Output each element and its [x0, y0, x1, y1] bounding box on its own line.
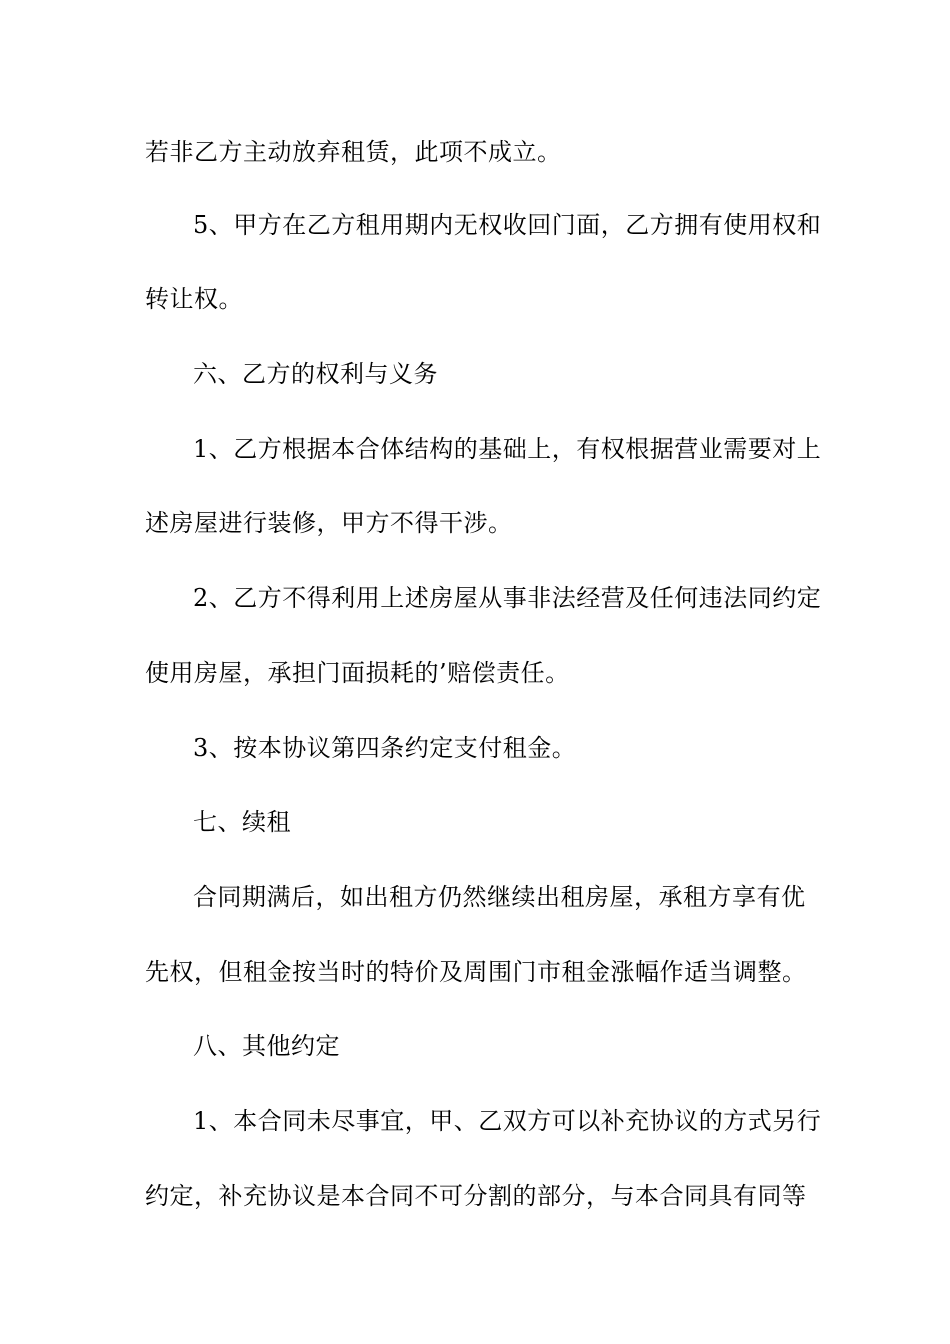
- section-heading: 八、其他约定: [193, 1032, 340, 1060]
- text-line: 转让权。: [145, 285, 243, 313]
- clause-item: 2、乙方不得利用上述房屋从事非法经营及任何违法同约定: [193, 584, 822, 612]
- text-line: 述房屋进行装修，甲方不得干涉。: [145, 509, 513, 537]
- clause-item: 3、按本协议第四条约定支付租金。: [193, 734, 577, 762]
- text-line: 使用房屋，承担门面损耗的’赔偿责任。: [145, 659, 570, 687]
- section-heading: 六、乙方的权利与义务: [193, 360, 438, 388]
- clause-item: 1、本合同未尽事宜，甲、乙双方可以补充协议的方式另行: [193, 1107, 822, 1135]
- paragraph-start: 合同期满后，如出租方仍然继续出租房屋，承租方享有优: [193, 883, 806, 911]
- clause-item: 5、甲方在乙方租用期内无权收回门面，乙方拥有使用权和: [193, 211, 822, 239]
- text-line: 先权，但租金按当时的特价及周围门市租金涨幅作适当调整。: [145, 958, 807, 986]
- section-heading: 七、续租: [193, 808, 291, 836]
- clause-item: 1、乙方根据本合体结构的基础上，有权根据营业需要对上: [193, 435, 822, 463]
- text-line: 约定，补充协议是本合同不可分割的部分，与本合同具有同等: [145, 1182, 807, 1210]
- text-line: 若非乙方主动放弃租赁，此项不成立。: [145, 138, 562, 166]
